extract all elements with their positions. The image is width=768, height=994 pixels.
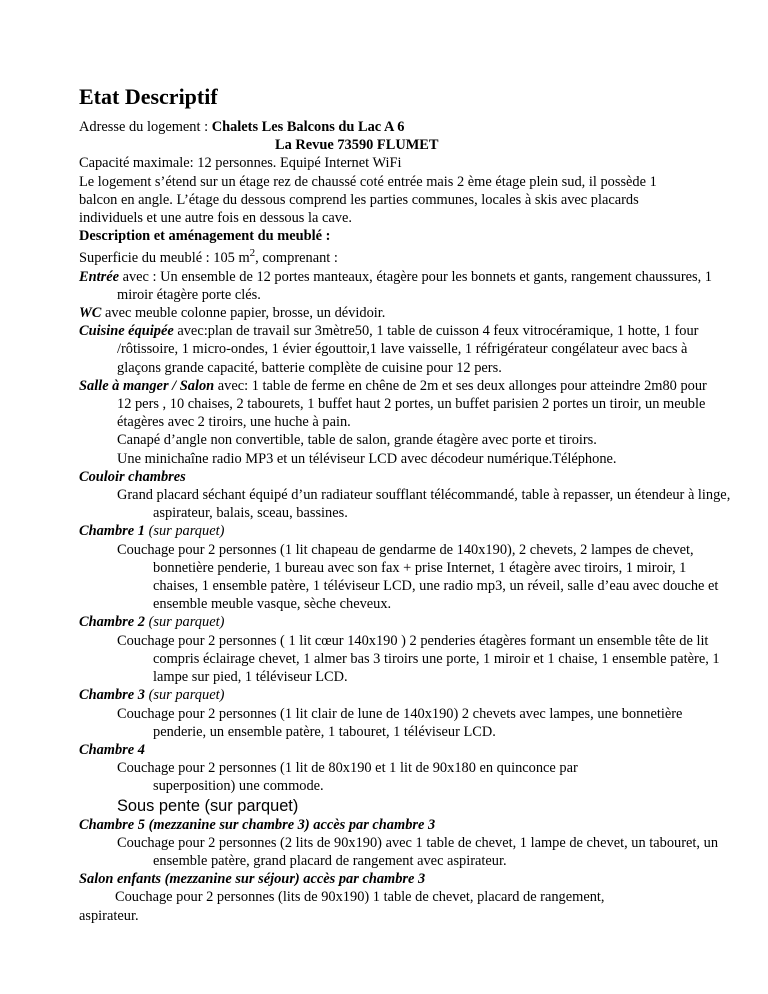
chambre1-heading: Chambre 1 (sur parquet): [79, 523, 225, 540]
salle-paragraph: Salle à manger / Salon avec: 1 table de ferme en chêne de 2m et ses deux allonges pour atteindre 2m80 pour 12 pers , 10 chaises, 2 tabourets, 1 buffet haut 2 portes, un buffet parisien 2 portes un tiroir, un meuble étagères avec 2 tiroirs, une huche à pain.: [79, 377, 707, 431]
address-line-1: [79, 118, 699, 136]
chambre1-text: Couchage pour 2 personnes (1 lit chapeau de gendarme de 140x190), 2 chevets, 2 lampes de chevet, bonnetière penderie, 1 bureau avec son fax + prise Internet, 1 étagère avec tiroirs, 1 miroir, 1 chaises, 1 ensemble patère, 1 téléviseur LCD, une radio mp3, un réveil, salle d’eau avec douche et ensemble meuble vasque, sèche cheveux.: [117, 541, 719, 613]
surface-line: Superficie du meublé : 105 $m^2$, comprenant :: [79, 247, 338, 267]
cuisine-paragraph: Cuisine équipée avec:plan de travail sur 3mètre50, 1 table de cuisson 4 feux vitrocéramique, 1 hotte, 1 four /rôtissoire, 1 micro-ondes, 1 évier égouttoir,1 lave vaisselle, 1 réfrigérateur congélateur avec bacs à glaçons grande capacité, batterie complète de cuisine pour 12 pers.: [79, 323, 699, 376]
intro-paragraph: Le logement s’étend sur un étage rez de chaussé coté entrée mais 2 ème étage plein sud, il possède 1 balcon en angle. L’étage du dessous comprend les parties communes, locales à skis avec placards individuels et une autre fois en dessous la cave.: [79, 173, 657, 227]
couloir-text: Grand placard séchant équipé d’un radiateur soufflant télécommandé, table à repasser, un étendeur à linge, aspirateur, balais, sceau, bassines.: [117, 487, 731, 522]
capacity-text: Capacité maximale: 12 personnes. Equipé Internet WiFi: [79, 155, 402, 172]
cuisine-title: Cuisine équipée: [79, 323, 174, 340]
salon-enfants-text: Couchage pour 2 personnes (lits de 90x190) 1 table de chevet, placard de rangement, aspirateur.: [79, 889, 605, 924]
couloir-title: Couloir chambres: [79, 468, 186, 485]
wc-paragraph: WC avec meuble colonne papier, brosse, un dévidoir.: [79, 305, 386, 322]
entree-title: Entrée: [79, 268, 119, 285]
salle-line-3: Une minichaîne radio MP3 et un téléviseur LCD avec décodeur numérique.Téléphone.: [117, 450, 617, 467]
section-title: Description et aménagement du meublé :: [79, 228, 331, 245]
chambre2-heading: Chambre 2 (sur parquet): [79, 614, 225, 631]
page-title: Etat Descriptif: [79, 84, 218, 109]
sous-pente-heading: Sous pente (sur parquet): [117, 796, 299, 815]
address-value-1: Chalets Les Balcons du Lac A 6: [211, 119, 405, 135]
address-line-2: La Revue 73590 FLUMET: [275, 137, 439, 154]
document-page: [79, 84, 731, 925]
wc-title: WC: [79, 305, 102, 322]
entree-paragraph: Entrée avec : Un ensemble de 12 portes manteaux, étagère pour les bonnets et gants, rangement chaussures, 1 miroir étagère porte clés.: [79, 268, 713, 303]
chambre3-text: Couchage pour 2 personnes (1 lit clair de lune de 140x190) 2 chevets avec lampes, une bonnetière penderie, un ensemble patère, 1 tabouret, 1 téléviseur LCD.: [117, 705, 683, 740]
chambre4-text: Couchage pour 2 personnes (1 lit de 80x190 et 1 lit de 90x180 en quinconce par superposition) une commode.: [117, 760, 578, 795]
chambre3-heading: Chambre 3 (sur parquet): [79, 687, 225, 704]
chambre5-title: Chambre 5 (mezzanine sur chambre 3) accès par chambre 3: [79, 816, 436, 833]
salle-line-2: Canapé d’angle non convertible, table de salon, grande étagère avec porte et tiroirs.: [117, 432, 597, 449]
address-label: Adresse du logement :: [79, 119, 212, 135]
salon-enfants-title: Salon enfants (mezzanine sur séjour) accès par chambre 3: [79, 871, 426, 888]
chambre2-text: Couchage pour 2 personnes ( 1 lit cœur 140x190 ) 2 penderies étagères formant un ensemble tête de lit compris éclairage chevet, 1 almer bas 3 tiroirs une porte, 1 miroir et 1 chaise, 1 ensemble patère, 1 lampe sur pied, 1 téléviseur LCD.: [117, 632, 720, 686]
salle-title: Salle à manger / Salon: [79, 377, 215, 394]
chambre4-title: Chambre 4: [79, 741, 145, 758]
chambre5-text: Couchage pour 2 personnes (2 lits de 90x190) avec 1 table de chevet, 1 lampe de chevet, un tabouret, un ensemble patère, grand placard de rangement avec aspirateur.: [117, 834, 719, 869]
